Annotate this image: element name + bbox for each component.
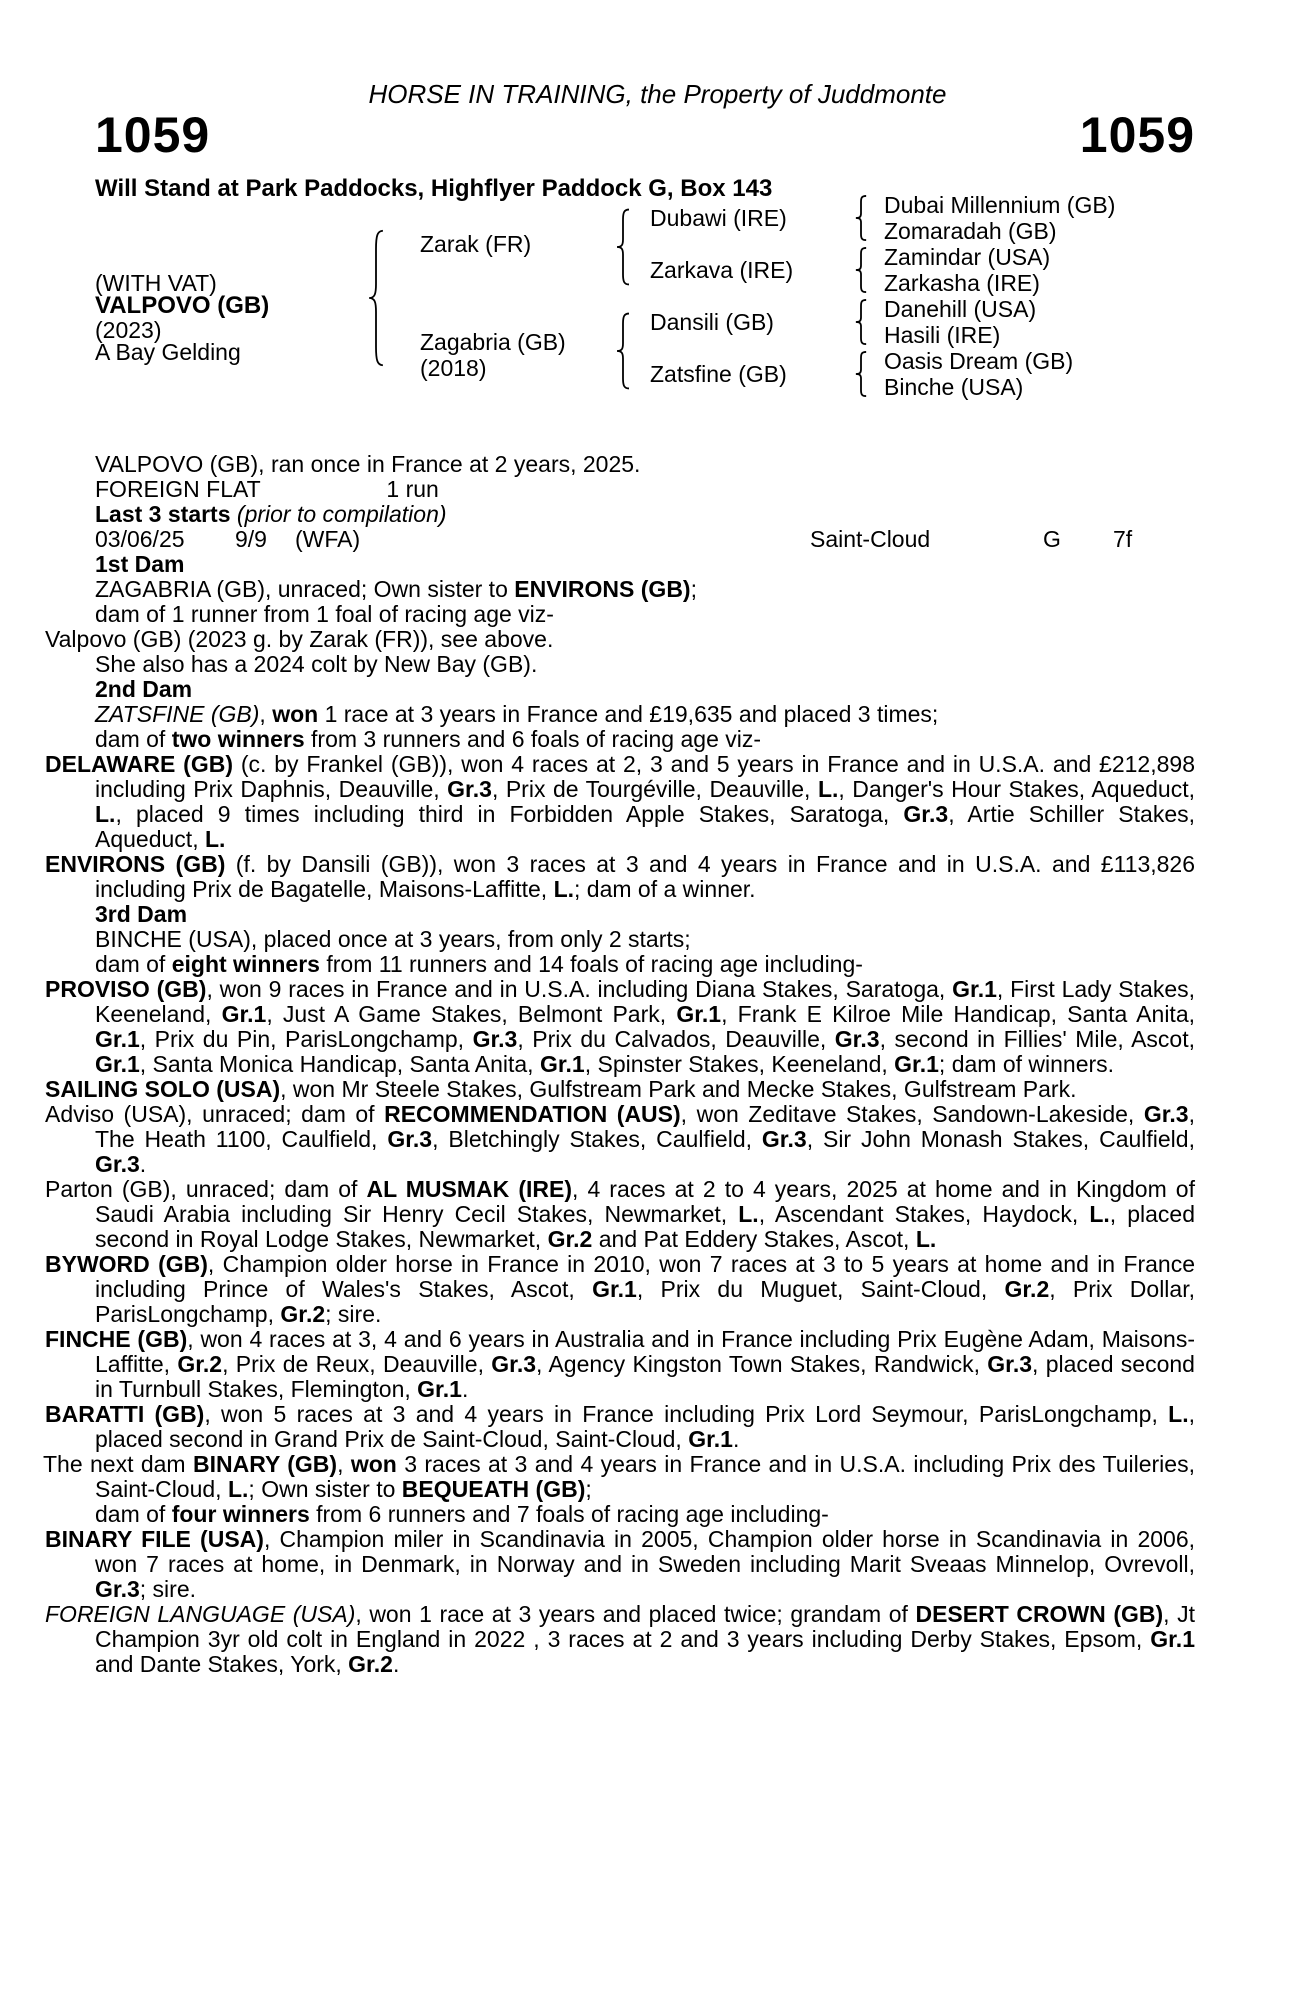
text-segment: , Frank E Kilroe Mile Handicap, Santa Anita, (721, 1001, 1195, 1027)
great-grandparent-name: Zomaradah (GB) (884, 218, 1057, 244)
text-segment: , placed second in Grand Prix de Saint-Cloud, Saint-Cloud, (95, 1401, 1195, 1452)
text-segment: BYWORD (GB) (45, 1251, 208, 1277)
text-segment: , won 5 races at 3 and 4 years in France including Prix Lord Seymour, ParisLongchamp, (204, 1401, 1169, 1427)
pedigree-brace-icon (368, 228, 384, 368)
text-segment: L. (1089, 1201, 1110, 1227)
text-segment: , Spinster Stakes, Keeneland, (584, 1051, 895, 1077)
text-segment: L. (738, 1201, 759, 1227)
catalog-paragraph (45, 1401, 1195, 1452)
lot-number-left: 1059 (95, 107, 211, 163)
text-segment: Gr.3 (95, 1576, 140, 1602)
great-grandparent-name: Zamindar (USA) (884, 244, 1051, 270)
text-segment: L. (95, 801, 116, 827)
text-segment: RECOMMENDATION (AUS) (384, 1101, 681, 1127)
granddam-name: Zarkava (IRE) (650, 257, 794, 283)
text-segment: L. (553, 876, 575, 902)
great-grandparent-name: Danehill (USA) (884, 296, 1037, 322)
start-position: 9/9 (235, 526, 267, 552)
start-race-type: (WFA) (295, 526, 361, 552)
text-segment: , The Heath 1100, Caulfield, (95, 1101, 1195, 1152)
text-segment: ENVIRONS (GB) (514, 576, 691, 602)
text-segment: ; dam of a winner. (574, 876, 756, 902)
text-segment: Gr.1 (592, 1276, 637, 1302)
text-segment: Gr.1 (894, 1051, 939, 1077)
text-segment: DELAWARE (GB) (45, 751, 233, 777)
text-segment: 2nd Dam (95, 676, 193, 702)
race-run-count: 1 run (386, 476, 439, 502)
text-segment: ; Own sister to (248, 1476, 402, 1502)
catalog-paragraph (95, 577, 1195, 602)
catalog-paragraph (45, 1076, 1195, 1102)
start-date: 03/06/25 (95, 526, 185, 552)
text-segment: FINCHE (GB) (45, 1326, 188, 1352)
great-grandparent-name: Zarkasha (IRE) (884, 270, 1040, 296)
text-segment: Gr.1 (95, 1051, 140, 1077)
text-segment: BINARY FILE (USA) (45, 1526, 264, 1552)
text-segment: and Pat Eddery Stakes, Ascot, (592, 1226, 916, 1252)
start-row (95, 527, 1195, 552)
last-starts-label: Last 3 starts (95, 501, 231, 527)
catalog-paragraph (45, 1526, 1196, 1602)
great-grandparent-name: Hasili (IRE) (884, 322, 1001, 348)
text-segment: ; (585, 1476, 592, 1502)
text-segment: Adviso (USA), unraced; dam of (45, 1101, 385, 1127)
pedigree-brace-icon (616, 208, 630, 286)
text-segment: , Prix du Pin, ParisLongchamp, (139, 1026, 473, 1052)
pedigree-brace-icon (855, 247, 867, 293)
text-segment: She also has a 2024 colt by New Bay (GB). (95, 651, 538, 677)
pedigree-details (43, 551, 1196, 1677)
start-distance: 7f (1113, 526, 1133, 552)
page-banner: HORSE IN TRAINING, the Property of Juddmonte (368, 79, 947, 109)
catalog-paragraph (45, 1251, 1195, 1327)
text-segment: L. (1168, 1401, 1189, 1427)
text-segment: , placed second in Royal Lodge Stakes, Newmarket, (95, 1201, 1195, 1252)
text-segment: L. (817, 776, 839, 802)
text-segment: Gr.3 (472, 1026, 518, 1052)
text-segment: PROVISO (GB) (45, 976, 207, 1002)
catalog-paragraph (45, 751, 1196, 852)
start-going: G (1043, 526, 1061, 552)
pedigree-brace-icon (855, 195, 867, 241)
text-segment: . (392, 1651, 400, 1677)
vat-note: (WITH VAT) (95, 270, 217, 296)
text-segment: Gr.1 (221, 1001, 267, 1027)
catalog-paragraph (95, 602, 1195, 627)
text-segment: , won 1 race at 3 years and placed twice; grandam of (355, 1601, 916, 1627)
grandsire-name: Dubawi (IRE) (650, 205, 787, 231)
text-segment: , won 4 races at 3, 4 and 6 years in Australia and in France including Prix Eugène Adam, Maisons-Laffitte, (95, 1326, 1195, 1377)
text-segment: Gr.1 (688, 1426, 733, 1452)
text-segment: Gr.1 (1150, 1626, 1195, 1652)
text-segment: Gr.3 (387, 1126, 433, 1152)
text-segment: two winners (171, 726, 305, 752)
text-segment: Gr.3 (903, 801, 949, 827)
catalog-paragraph (45, 1601, 1196, 1677)
subject-foal-year: (2023) (95, 317, 162, 343)
text-segment: , Santa Monica Handicap, Santa Anita, (139, 1051, 540, 1077)
text-segment: 1 race at 3 years in France and £19,635 and placed 3 times; (318, 701, 939, 727)
subject-description: A Bay Gelding (95, 339, 241, 365)
great-grandparent-name: Binche (USA) (884, 374, 1024, 400)
text-segment: , Artie Schiller Stakes, Aqueduct, (95, 801, 1196, 852)
text-segment: ZATSFINE (GB) (95, 701, 260, 727)
text-segment: BINCHE (USA), placed once at 3 years, from only 2 starts; (95, 926, 691, 952)
text-segment: Gr.2 (1004, 1276, 1050, 1302)
pedigree-brace-icon (616, 312, 630, 390)
text-segment: 3rd Dam (95, 901, 188, 927)
text-segment: AL MUSMAK (IRE) (366, 1176, 572, 1202)
text-segment: Gr.1 (539, 1051, 585, 1077)
dam-foal-year: (2018) (420, 355, 487, 381)
text-segment: , (259, 701, 273, 727)
text-segment: Gr.1 (95, 1026, 140, 1052)
text-segment: , Prix du Calvados, Deauville, (517, 1026, 835, 1052)
catalog-paragraph (45, 1101, 1195, 1177)
text-segment: , placed second in Turnbull Stakes, Flemington, (95, 1351, 1195, 1402)
text-segment: Gr.3 (491, 1351, 537, 1377)
text-segment: Gr.1 (417, 1376, 462, 1402)
text-segment: FOREIGN LANGUAGE (USA) (45, 1601, 356, 1627)
section-heading (95, 677, 1195, 702)
text-segment: from 3 runners and 6 foals of racing age viz- (304, 726, 762, 752)
catalog-paragraph (45, 976, 1195, 1077)
text-segment: ZAGABRIA (GB), unraced; Own sister to (95, 576, 515, 602)
text-segment: , 4 races at 2 to 4 years, 2025 at home and in Kingdom of Saudi Arabia including Sir Henry Cecil Stakes, Newmarket, (95, 1176, 1195, 1227)
text-segment: Gr.2 (280, 1301, 326, 1327)
text-segment: Valpovo (GB) (2023 g. by Zarak (FR)), see above. (45, 626, 554, 652)
text-segment: BINARY (GB) (192, 1451, 338, 1477)
text-segment: eight winners (171, 951, 320, 977)
text-segment: The next dam (43, 1451, 193, 1477)
race-category-row (95, 477, 1195, 502)
text-segment: Gr.2 (177, 1351, 223, 1377)
text-segment: Gr.3 (95, 1151, 140, 1177)
text-segment: , Agency Kingston Town Stakes, Randwick, (536, 1351, 988, 1377)
text-segment: , placed 9 times including third in Forbidden Apple Stakes, Saratoga, (115, 801, 904, 827)
text-segment: Gr.3 (761, 1126, 807, 1152)
catalog-paragraph (45, 851, 1195, 902)
text-segment: (f. by Dansili (GB)), won 3 races at 3 and 4 years in France and in U.S.A. and £113,826 including Prix de Bagatelle, Maisons-Laffitte, (95, 851, 1195, 902)
granddam-name: Zatsfine (GB) (650, 361, 787, 387)
text-segment: ; (690, 576, 697, 602)
text-segment: L. (915, 1226, 937, 1252)
text-segment: and Dante Stakes, York, (95, 1651, 349, 1677)
text-segment: Gr.1 (952, 976, 997, 1002)
catalog-paragraph (95, 702, 1195, 727)
text-segment: Gr.3 (834, 1026, 880, 1052)
text-segment: (c. by Frankel (GB)), won 4 races at 2, 3 and 5 years in France and in U.S.A. and £212,898 including Prix Daphnis, Deauville, (95, 751, 1195, 802)
text-segment: , Prix de Tourgéville, Deauville, (491, 776, 818, 802)
start-course: Saint-Cloud (810, 526, 931, 552)
text-segment: ; dam of winners. (938, 1051, 1115, 1077)
race-category: FOREIGN FLAT (95, 476, 261, 502)
catalog-paragraph (95, 927, 1195, 952)
text-segment: DESERT CROWN (GB) (915, 1601, 1164, 1627)
pedigree-brace-icon (855, 299, 867, 345)
text-segment: L. (227, 1476, 249, 1502)
catalog-paragraph (95, 727, 1195, 752)
text-segment: , Prix Dollar, ParisLongchamp, (95, 1276, 1195, 1327)
last-starts-note: (prior to compilation) (236, 501, 447, 527)
text-segment: Gr.3 (1143, 1101, 1189, 1127)
text-segment: , second in Fillies' Mile, Ascot, (879, 1026, 1195, 1052)
text-segment: Gr.3 (987, 1351, 1033, 1377)
text-segment: from 11 runners and 14 foals of racing age including- (319, 951, 863, 977)
section-heading (95, 552, 1195, 577)
text-segment: ENVIRONS (GB) (45, 851, 226, 877)
text-segment: , Prix de Reux, Deauville, (222, 1351, 492, 1377)
text-segment: Gr.2 (348, 1651, 393, 1677)
text-segment: dam of 1 runner from 1 foal of racing age viz- (95, 601, 554, 627)
text-segment: , Danger's Hour Stakes, Aqueduct, (838, 776, 1195, 802)
text-segment: dam of (95, 951, 172, 977)
text-segment: from 6 runners and 7 foals of racing age including- (309, 1501, 829, 1527)
lot-number-right: 1059 (1079, 107, 1195, 163)
pedigree-brace-icon (855, 351, 867, 397)
stand-location-line: Will Stand at Park Paddocks, Highflyer Paddock G, Box 143 (95, 175, 773, 202)
text-segment: won (350, 1451, 397, 1477)
text-segment: , Prix du Muguet, Saint-Cloud, (636, 1276, 1005, 1302)
catalogue-body (43, 451, 1196, 1677)
catalog-paragraph (45, 626, 1195, 652)
text-segment: L. (204, 826, 226, 852)
catalog-paragraph (45, 1176, 1195, 1252)
text-segment: Gr.1 (676, 1001, 722, 1027)
text-segment: ; sire. (139, 1576, 196, 1602)
section-heading (95, 902, 1195, 927)
text-segment: SAILING SOLO (USA) (45, 1076, 281, 1102)
text-segment: Gr.2 (547, 1226, 593, 1252)
text-segment: , (337, 1451, 351, 1477)
text-segment: 3 races at 3 and 4 years in France and in U.S.A. including Prix des Tuileries, Saint-Cloud, (95, 1451, 1195, 1502)
text-segment: dam of (95, 726, 172, 752)
text-segment: , Jt Champion 3yr old colt in England in 2022 , 3 races at 2 and 3 years including Derby Stakes, Epsom, (95, 1601, 1196, 1652)
text-segment: , Just A Game Stakes, Belmont Park, (266, 1001, 677, 1027)
text-segment: 1st Dam (95, 551, 185, 577)
text-segment: Parton (GB), unraced; dam of (45, 1176, 367, 1202)
text-segment: , Champion miler in Scandinavia in 2005, Champion older horse in Scandinavia in 2006, won 7 races at home, in Denmark, in Norway and in Sweden including Marit Sveaas Minnelop, Ovrevoll, (95, 1526, 1196, 1577)
text-segment: BARATTI (GB) (45, 1401, 205, 1427)
text-segment: won (272, 701, 319, 727)
catalog-paragraph (95, 952, 1195, 977)
text-segment: dam of (95, 1501, 172, 1527)
text-segment: , Sir John Monash Stakes, Caulfield, (806, 1126, 1195, 1152)
text-segment: . (732, 1426, 740, 1452)
race-summary: VALPOVO (GB), ran once in France at 2 years, 2025. (95, 451, 641, 477)
catalog-paragraph (45, 1326, 1195, 1402)
text-segment: , won Mr Steele Stakes, Gulfstream Park and Mecke Stakes, Gulfstream Park. (280, 1076, 1077, 1102)
text-segment: . (139, 1151, 147, 1177)
catalog-paragraph (95, 1502, 1195, 1527)
text-segment: , Ascendant Stakes, Haydock, (758, 1201, 1090, 1227)
text-segment: ; sire. (325, 1301, 382, 1327)
sire-name: Zarak (FR) (420, 231, 532, 257)
last-starts-heading (95, 502, 1195, 527)
text-segment: , Champion older horse in France in 2010, won 7 races at 3 to 5 years at home and in France including Prince of Wales's Stakes, Ascot, (95, 1251, 1195, 1302)
text-segment: , won Zeditave Stakes, Sandown-Lakeside, (680, 1101, 1144, 1127)
great-grandparent-name: Dubai Millennium (GB) (884, 192, 1116, 218)
text-segment: Gr.3 (447, 776, 492, 802)
text-segment: , First Lady Stakes, Keeneland, (95, 976, 1195, 1027)
text-segment: . (461, 1376, 469, 1402)
text-segment: , Bletchingly Stakes, Caulfield, (432, 1126, 762, 1152)
text-segment: four winners (171, 1501, 310, 1527)
text-segment: , won 9 races in France and in U.S.A. including Diana Stakes, Saratoga, (206, 976, 953, 1002)
great-grandparent-name: Oasis Dream (GB) (884, 348, 1074, 374)
dam-name: Zagabria (GB) (420, 329, 566, 355)
catalog-paragraph (95, 652, 1195, 677)
text-segment: BEQUEATH (GB) (401, 1476, 586, 1502)
grandsire-name: Dansili (GB) (650, 309, 774, 335)
catalog-paragraph (43, 1451, 1195, 1502)
subject-horse-name: VALPOVO (GB) (95, 292, 270, 319)
